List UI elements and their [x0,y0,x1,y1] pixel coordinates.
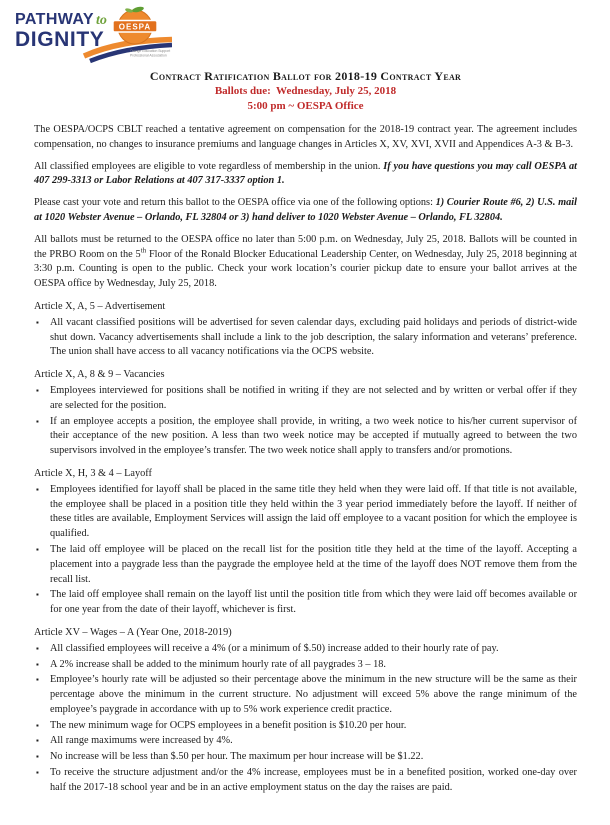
bullet-text: All vacant classified positions will be advertised for seven calendar days, excluding paid holidays and periods of district-wide shut down. Vacancy advertisements shall include a link to the job description, the salary information and veterans’ preference. The union shall have access to all vacancy notifications via the OCPS website. [50,316,577,358]
bullet-icon: ▪ [36,590,39,600]
bullet-text: No increase will be less than $.50 per hour. The maximum per hour increase will be $1.22. [50,751,424,763]
text-run: All classified employees are eligible to vote regardless of membership in the union. [34,160,384,172]
bullet-item [34,673,577,717]
article-sections [34,300,577,796]
ballots-due-line: Ballots due: Wednesday, July 25, 2018 [214,85,397,97]
bullet-icon: ▪ [36,659,39,669]
text-run: If you have questions you may call OESPA at 407 299-3313 or Labor Relations at 407 317-3337 option 1. [34,160,577,187]
bullet-list [34,316,577,360]
bullet-icon: ▪ [36,643,39,653]
bullet-item [34,766,577,796]
text-run: 1) Courier Route #6, 2) U.S. mail at 1020 Webster Avenue – Orlando, FL 32804 or 3) hand deliver to 1020 Webster Avenue – Orlando, FL 32804. [34,197,578,223]
text-run: th [140,246,147,255]
bullet-text: Employees interviewed for positions shall be notified in writing if they are not selected and by written or verbal offer if they are selected for the position. [50,384,577,411]
text-run: Please cast your vote and return this ballot to the OESPA office via one of the following options: [34,197,436,209]
bullet-icon: ▪ [36,720,39,730]
bullet-item [34,384,577,414]
article-section [34,300,577,360]
bullet-text: All range maximums were increased by 4%. [50,735,233,747]
bullet-list [34,642,577,796]
bullet-item [34,588,577,618]
bullet-item [34,750,577,765]
section-title: Article X, A, 5 – Advertisement [34,300,166,312]
bullet-item [34,734,577,749]
bullet-icon: ▪ [36,385,39,395]
bullet-icon: ▪ [36,416,39,426]
bullet-item [34,483,577,542]
bullet-text: Employee’s hourly rate will be adjusted so their percentage above the minimum in the new structure will be the same as their percentage above the minimum in the current structure. No adjustment will exceed 5% above the range minimum of the employee’s paygrade in accordance with up to 5% work experience credit practice. [50,674,577,715]
bullet-text: To receive the structure adjustment and/or the 4% increase, employees must be in a benefited position, worked one-day over half the 2017-18 school year and be in an active employment status on the day the raises are paid. [50,767,577,793]
bullet-item [34,719,577,734]
paragraph [34,160,577,190]
paragraph [34,123,577,153]
bullet-icon: ▪ [36,544,39,554]
bullet-icon: ▪ [36,317,39,327]
bullet-icon: ▪ [36,768,39,778]
article-section [34,368,577,459]
oespa-banner-text: OESPA [118,22,152,32]
bullet-icon: ▪ [36,484,39,494]
text-run: Floor of the Ronald Blocker Educational Leadership Center, on Wednesday, July 25, 2018 beginning at 3:30 p.m. Counting is open to the public. Check your work location’s courier pickup date to ensure your ballot arrives at the OESPA office by Wednesday, July 25, 2018. [34,248,577,290]
bullet-text: A 2% increase shall be added to the minimum hourly rate of all paygrades 3 – 18. [50,658,386,670]
bullet-text: The laid off employee shall remain on the layoff list until the position title from which they were laid off becomes available or for one year from the date of their layoff, whichever is first. [50,589,577,616]
text-run: The OESPA/OCPS CBLT reached a tentative agreement on compensation for the 2018-19 contract year. The agreement includes compensation, no changes to insurance premiums and language changes in Articles X, XV, XVI, XVII and Appendices A-3 & B-3. [34,124,577,150]
oespa-logo-graphic [14,6,172,64]
bullet-text: All classified employees will receive a 4% (or a minimum of $.50) increase added to their hourly rate of pay. [50,642,499,654]
bullet-item [34,316,577,360]
ballots-due-location: 5:00 pm ~ OESPA Office [247,100,364,112]
text-run: All ballots must be returned to the OESPA office no later than 5:00 p.m. on Wednesday, July 25, 2018. Ballots will be counted in the PRBO Room on the 5 [34,233,577,260]
article-section [34,467,577,618]
section-title: Article X, H, 3 & 4 – Layoff [34,467,152,479]
logo-word-to: to [96,13,107,28]
bullet-item [34,642,577,657]
oespa-logo [14,6,577,64]
logo-subtext-line1: Orange Education Support [130,49,171,53]
article-section [34,626,577,796]
bullet-item [34,415,577,459]
paragraph [34,233,577,292]
bullet-text: The laid off employee will be placed on the recall list for the position title they held at the time of the layoff. Accepting a placement into a paygrade less than the paygrade the employee held at the time of the layoff does NOT remove them from the recall list. [50,543,577,585]
paragraph [34,196,577,226]
bullet-item [34,543,577,587]
document-title: Contract Ratification Ballot for 2018-19 Contract Year [149,69,462,83]
bullet-list [34,483,577,618]
bullet-icon: ▪ [36,675,39,685]
bullet-text: The new minimum wage for OCPS employees in a benefit position is $10.20 per hour. [50,719,407,731]
bullet-text: If an employee accepts a position, the employee shall provide, in writing, a two week notice to his/her current supervisor of their acceptance of the new position. A less than two week notice may be accepted if mutually agreed to between the two supervisors involved in the employee’s transfer. The two week notice shall apply to transfers and/or promotions. [50,415,577,457]
logo-word-dignity: DIGNITY [15,28,105,51]
bullet-item [34,658,577,673]
bullet-icon: ▪ [36,736,39,746]
bullet-icon: ▪ [36,752,39,762]
bullet-list [34,384,577,459]
bullet-text: Employees identified for layoff shall be placed in the same title they held when they were laid off. If that title is not available, the employee shall be placed in a position title they held within the 3 year period immediately before the layoff. If neither of these titles are available, Employment Services will assign the laid off employee to a vacant position for which the employee is qualified. [50,483,577,540]
section-title: Article XV – Wages – A (Year One, 2018-2019) [34,626,232,638]
logo-subtext-line2: Professional Association [130,53,167,58]
intro-paragraphs [34,123,577,292]
section-title: Article X, A, 8 & 9 – Vacancies [34,369,165,381]
logo-word-pathway: PATHWAY [15,11,94,28]
